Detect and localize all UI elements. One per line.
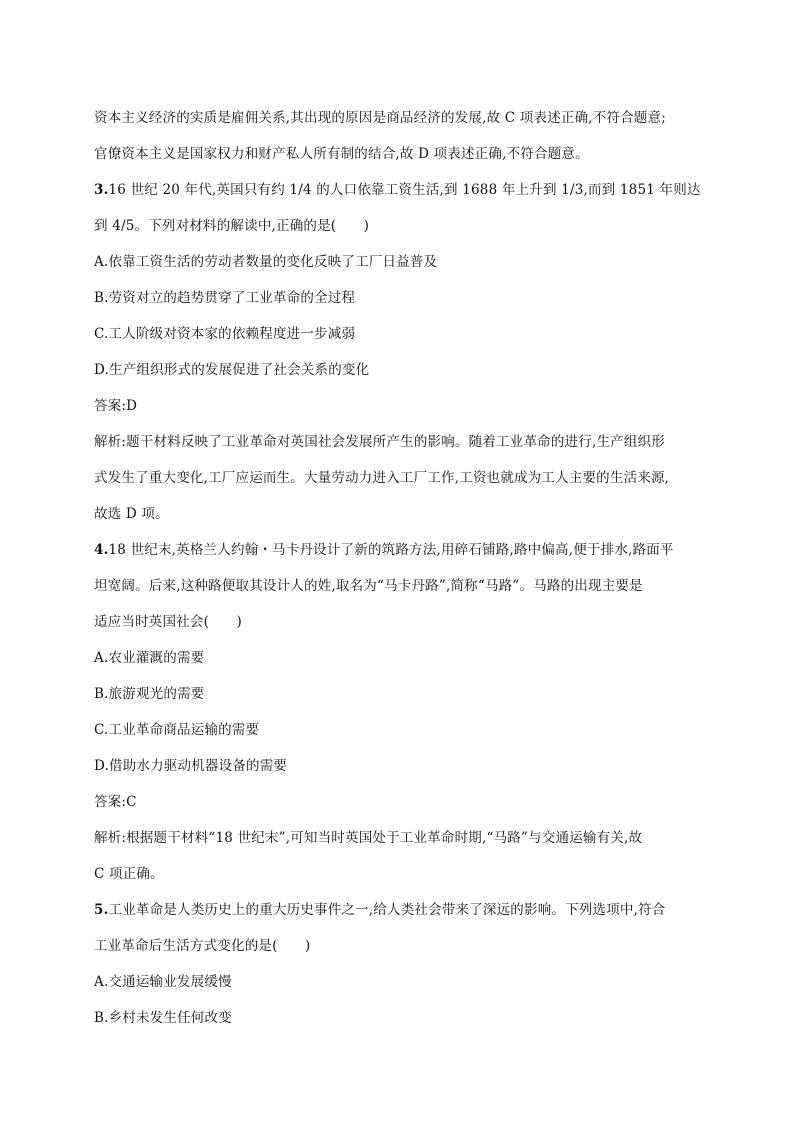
intro-line-1: 资本主义经济的实质是雇佣关系,其出现的原因是商品经济的发展,故 C 项表述正确,不符合题意;	[94, 110, 667, 126]
question-3-answer: 答案:D	[94, 398, 138, 414]
question-5-stem-text: 工业革命是人类历史上的重大历史事件之一,给人类社会带来了深远的影响。下列选项中,符合	[108, 902, 666, 918]
question-4-option-b: B.旅游观光的需要	[94, 686, 205, 702]
question-5-stem-line-1	[94, 898, 665, 918]
question-3-number: 3.	[94, 182, 109, 198]
question-3-option-a: A.依靠工资生活的劳动者数量的变化反映了工厂日益普及	[94, 254, 438, 270]
question-4-answer: 答案:C	[94, 794, 137, 810]
question-3-option-c: C.工人阶级对资本家的依赖程度进一步减弱	[94, 326, 356, 342]
question-5-number: 5.	[94, 902, 109, 918]
question-5-option-a: A.交通运输业发展缓慢	[94, 974, 232, 990]
question-3-analysis-line-1: 解析:题干材料反映了工业革命对英国社会发展所产生的影响。随着工业革命的进行,生产组织形	[94, 434, 665, 450]
question-3-option-b: B.劳资对立的趋势贯穿了工业革命的全过程	[94, 290, 356, 306]
question-4-option-d: D.借助水力驱动机器设备的需要	[94, 758, 288, 774]
question-3-stem-line-2: 到 4/5。下列对材料的解读中,正确的是( )	[94, 218, 370, 234]
question-4-stem-line-1	[94, 538, 674, 558]
question-4-stem-line-2: 坦宽阔。后来,这种路便取其设计人的姓,取名为“马卡丹路”,简称“马路”。马路的出现主要是	[94, 578, 643, 594]
question-3-analysis-line-3: 故选 D 项。	[94, 506, 169, 522]
question-3-analysis-line-2: 式发生了重大变化,工厂应运而生。大量劳动力进入工厂工作,工资也就成为工人主要的生活来源,	[94, 470, 670, 486]
question-4-number: 4.	[94, 542, 109, 558]
question-4-analysis-line-2: C 项正确。	[94, 866, 164, 882]
question-4-analysis-line-1: 解析:根据题干材料“18 世纪末”,可知当时英国处于工业革命时期,“马路”与交通运输有关,故	[94, 830, 643, 846]
intro-line-2: 官僚资本主义是国家权力和财产私人所有制的结合,故 D 项表述正确,不符合题意。	[94, 146, 589, 162]
question-3-option-d: D.生产组织形式的发展促进了社会关系的变化	[94, 362, 370, 378]
question-5-option-b: B.乡村未发生任何改变	[94, 1010, 232, 1026]
question-4-stem-text: 18 世纪末,英格兰人约翰・马卡丹设计了新的筑路方法,用碎石铺路,路中偏高,便于排水,路面平	[108, 542, 674, 558]
question-3-stem-line-1	[94, 178, 701, 198]
question-4-option-a: A.农业灌溉的需要	[94, 650, 205, 666]
question-4-option-c: C.工业革命商品运输的需要	[94, 722, 260, 738]
question-5-stem-line-2: 工业革命后生活方式变化的是( )	[94, 938, 311, 954]
question-4-stem-line-3: 适应当时英国社会( )	[94, 614, 242, 630]
question-3-stem-text: 16 世纪 20 年代,英国只有约 1/4 的人口依靠工资生活,到 1688 年上升到 1/3,而到 1851 年则达	[108, 182, 701, 198]
